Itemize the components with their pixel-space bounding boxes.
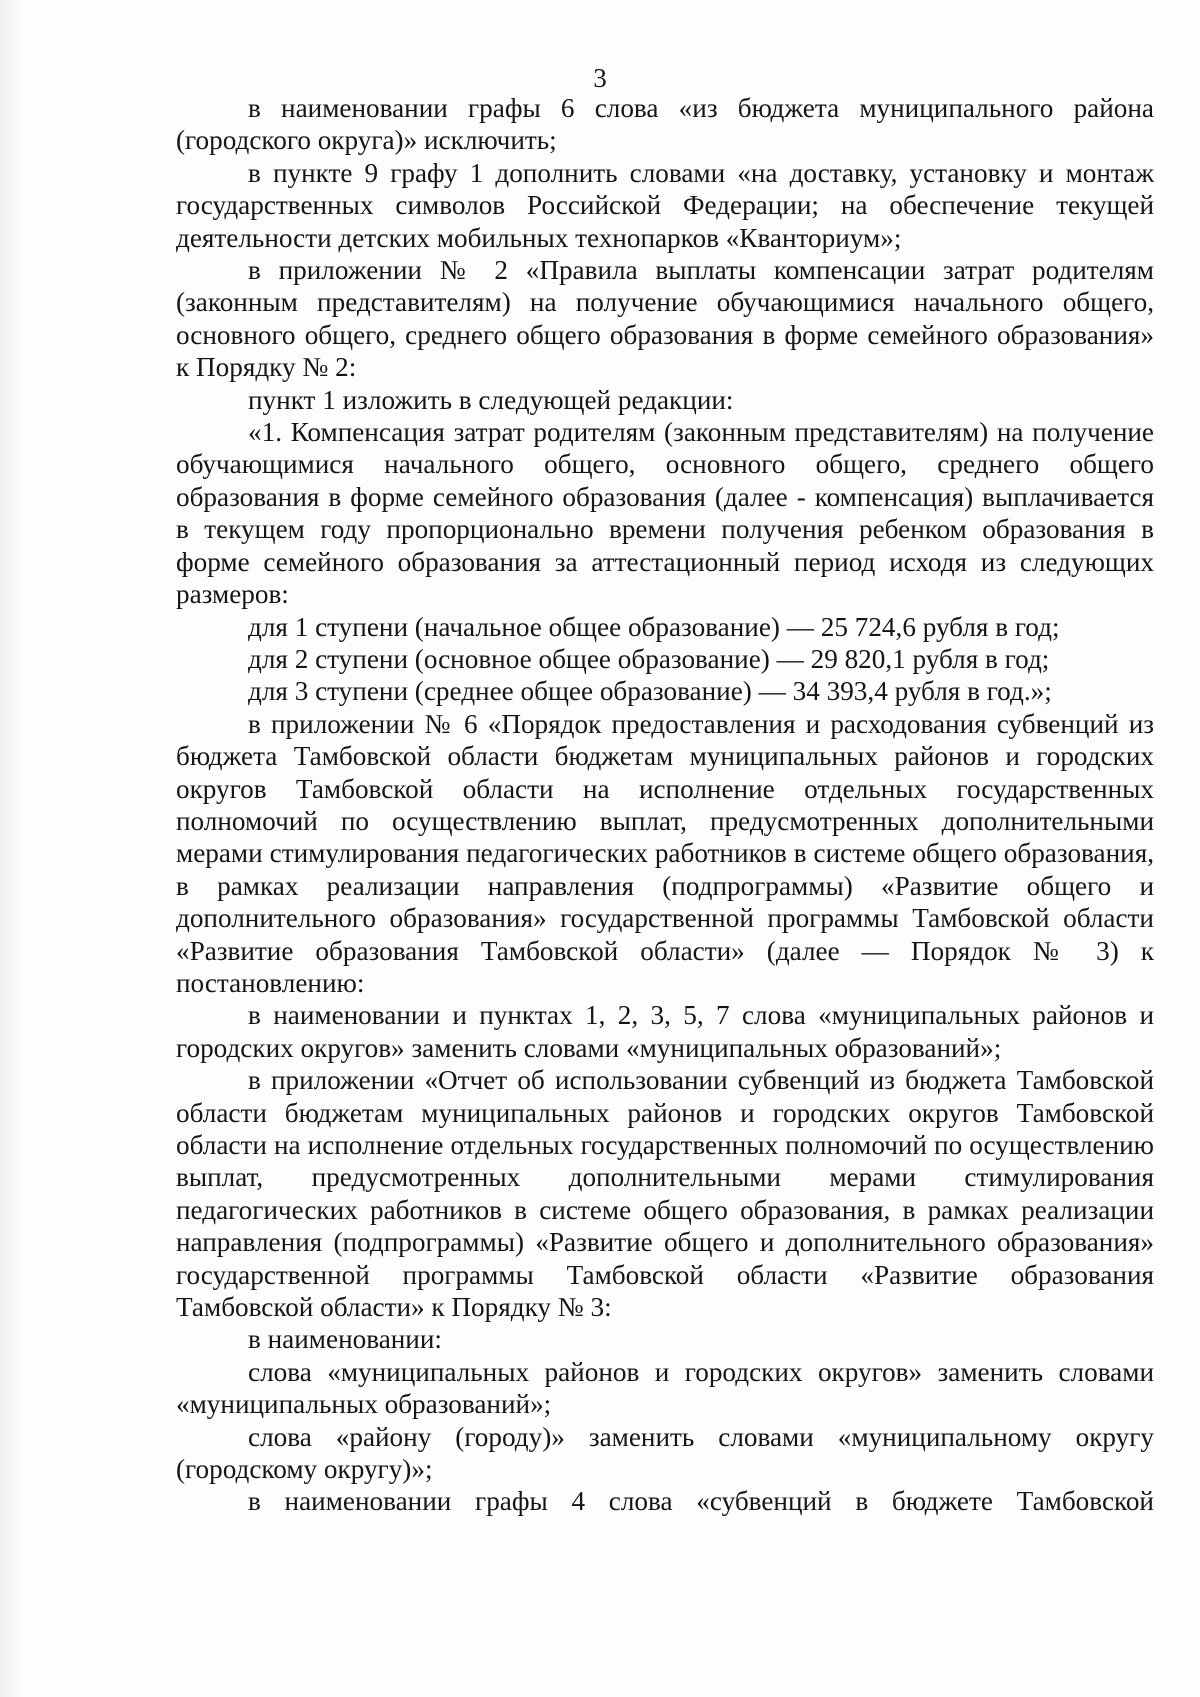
- paragraph: в наименовании и пунктах 1, 2, 3, 5, 7 слова «муниципальных районов и городских округов» заменить словами «муниципальных образований»;: [176, 1000, 1154, 1063]
- paragraph: в приложении № 2 «Правила выплаты компенсации затрат родителям (законным представителям) на получение обучающимися начального общего, основного общего, среднего общего образования в форме семейного образования» к Порядку № 2:: [176, 255, 1154, 383]
- paragraph: в приложении «Отчет об использовании субвенций из бюджета Тамбовской области бюджетам муниципальных районов и городских округов Тамбовской области на исполнение отдельных государственных полномочий по осуществлению выплат, предусмотренных дополнительными мерами стимулирования педагогических работников в системе общего образования, в рамках реализации направления (подпрограммы) «Развитие общего и дополнительного образования» государственной программы Тамбовской области «Развитие образования Тамбовской области» к Порядку № 3:: [176, 1065, 1154, 1323]
- document-body: [176, 92, 1154, 1518]
- page-number: 3: [593, 63, 607, 93]
- paragraph: в пункте 9 графу 1 дополнить словами «на доставку, установку и монтаж государственных символов Российской Федерации; на обеспечение текущей деятельности детских мобильных технопарков «Кванториум»;: [176, 157, 1154, 253]
- paragraph: пункт 1 изложить в следующей редакции:: [248, 384, 734, 415]
- paragraph: для 3 ступени (среднее общее образование) — 34 393,4 рубля в год.»;: [248, 676, 1052, 707]
- paragraph: в приложении № 6 «Порядок предоставления и расходования субвенций из бюджета Тамбовской области бюджетам муниципальных районов и городских округов Тамбовской области на исполнение отдельных государственных полномочий по осуществлению выплат, предусмотренных дополнительными мерами стимулирования педагогических работников в системе общего образования, в рамках реализации направления (подпрограммы) «Развитие общего и дополнительного образования» государственной программы Тамбовской области «Развитие образования Тамбовской области» (далее — Порядок № 3) к постановлению:: [176, 708, 1154, 998]
- paragraph: в наименовании:: [248, 1324, 442, 1355]
- scan-edge-shadow: [0, 0, 22, 1697]
- paragraph: для 1 ступени (начальное общее образование) — 25 724,6 рубля в год;: [248, 611, 1060, 642]
- paragraph: в наименовании графы 6 слова «из бюджета муниципального района (городского округа)» исключить;: [176, 93, 1154, 156]
- paragraph: в наименовании графы 4 слова «субвенций в бюджете Тамбовской: [248, 1486, 1154, 1517]
- paragraph: слова «району (городу)» заменить словами «муниципальному округу (городскому округу)»;: [176, 1421, 1154, 1485]
- paragraph: для 2 ступени (основное общее образование) — 29 820,1 рубля в год;: [248, 643, 1050, 674]
- paragraph: «1. Компенсация затрат родителям (законным представителям) на получение обучающимися начального общего, основного общего, среднего общего образования в форме семейного образования (далее - компенсация) выплачивается в текущем году пропорционально времени получения ребенком образования в форме семейного образования за аттестационный период исходя из следующих размеров:: [176, 417, 1154, 610]
- paragraph: слова «муниципальных районов и городских округов» заменить словами «муниципальных образований»;: [176, 1356, 1154, 1420]
